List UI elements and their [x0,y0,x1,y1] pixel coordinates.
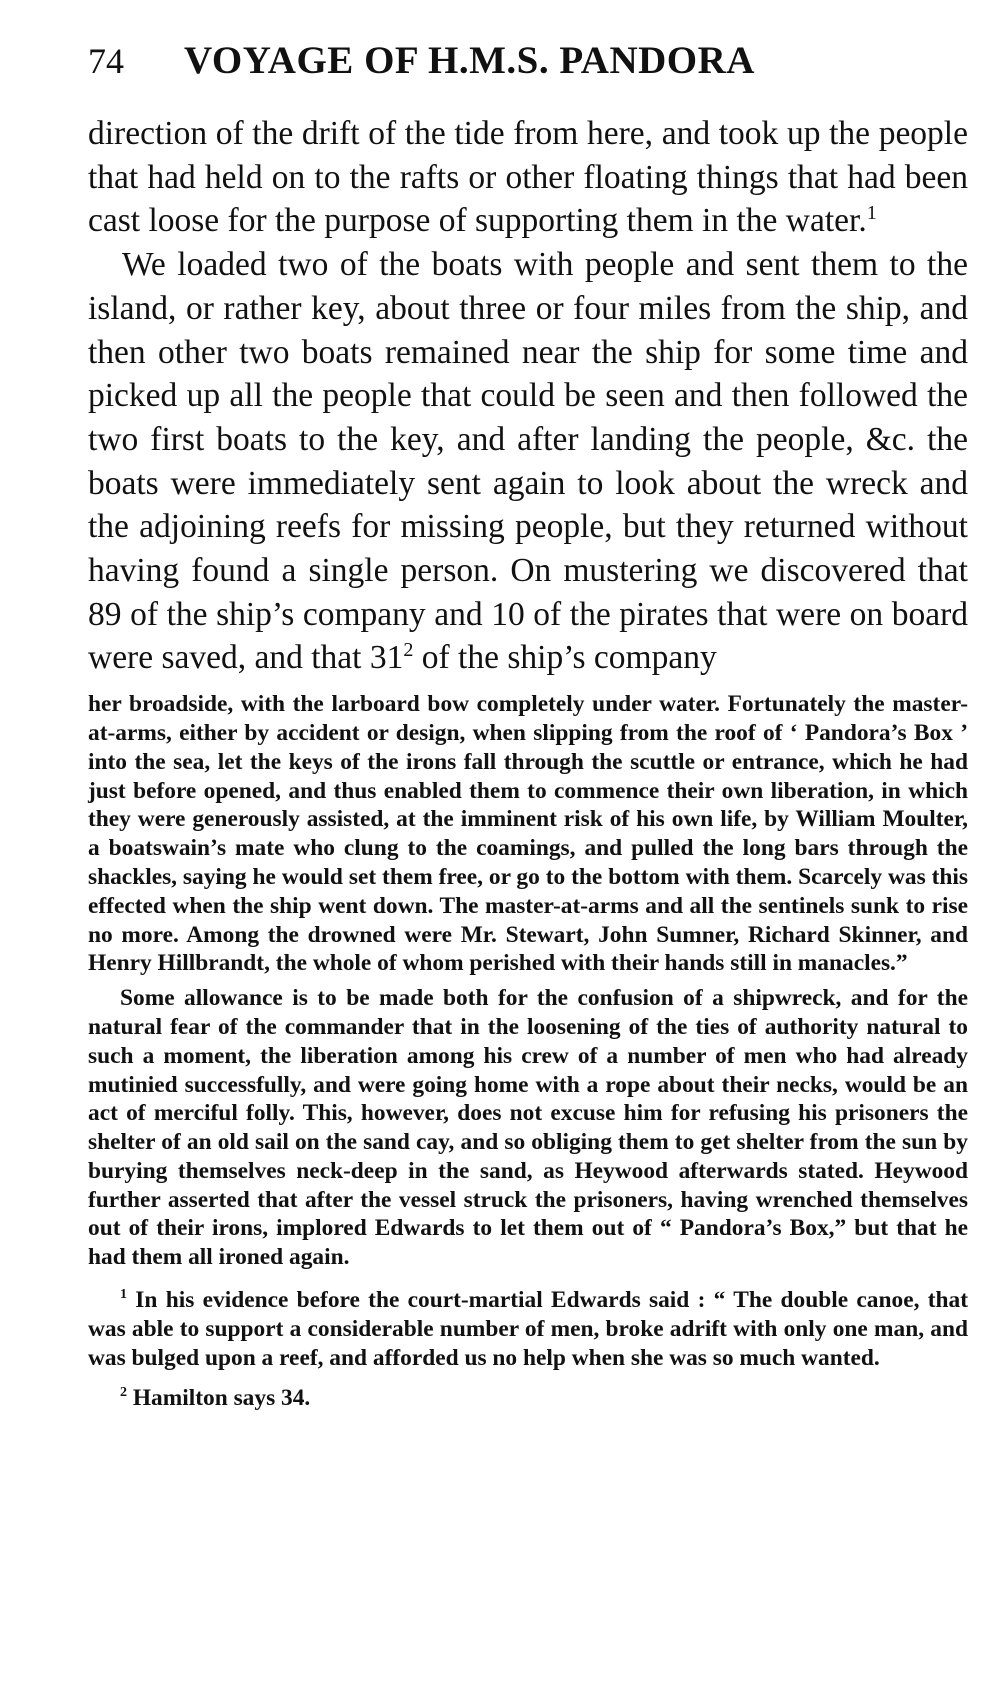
footnote-2-text: Hamilton says 34. [127,1385,311,1412]
paragraph-1 [88,112,968,243]
footnote-ref-2: 2 [403,639,414,662]
paragraph-1-text: direction of the drift of the tide from here, and took up the people that had held on to the rafts or other floating things that had been cast loose for the purpose of supporting them in the water. [88,115,968,240]
footnote-1-marker: 1 [120,1286,128,1303]
main-text [88,112,968,680]
book-page [88,38,968,1425]
footnote-1-text: In his evidence before the court-martial Edwards said : “ The double canoe, that was able to support a considerable number of men, broke adrift with only one man, and was bulged upon a reef, and afforded us no help when she was so much wanted. [88,1287,968,1371]
footnote-2-marker: 2 [120,1384,128,1401]
page-number: 74 [88,41,124,81]
page-header [88,38,968,112]
footnote-ref-1: 1 [866,202,877,225]
paragraph-2-text-b: of the ship’s company [413,639,717,677]
footnote-1 [88,1286,968,1372]
quoted-note [88,690,968,1272]
footnotes [88,1286,968,1413]
quote-paragraph-1: her broadside, with the larboard bow completely under water. Fortunately the master-at-arms, either by accident or design, when slipping from the roof of ‘ Pandora’s Box ’ into the sea, let the keys of the irons fall through the scuttle or entrance, which he had just before opened, and thus enabled them to commence their own liberation, in which they were generously assisted, at the imminent risk of his own life, by William Moulter, a boatswain’s mate who clung to the coamings, and pulled the long bars through the shackles, saying he would set them free, or go to the bottom with them. Scarcely was this effected when the ship went down. The master-at-arms and all the sentinels sunk to rise no more. Among the drowned were Mr. Stewart, John Sumner, Richard Skinner, and Henry Hillbrandt, the whole of whom perished with their hands still in manacles.” [88,691,968,977]
footnote-2 [88,1384,968,1413]
paragraph-2-text-a: We loaded two of the boats with people and sent them to the island, or rather key, about three or four miles from the ship, and then other two boats remained near the ship for some time and picked up all the people that could be seen and then followed the two first boats to the key, and after landing the people, &c. the boats were immediately sent again to look about the wreck and the adjoining reefs for missing people, but they returned without having found a single person. On mustering we discovered that 89 of the ship’s company and 10 of the pirates that were on board were saved, and that 31 [88,246,968,677]
running-title: VOYAGE OF H.M.S. PANDORA [184,39,755,82]
paragraph-2 [88,243,968,680]
quote-paragraph-2: Some allowance is to be made both for the confusion of a shipwreck, and for the natural fear of the commander that in the loosening of the ties of authority natural to such a moment, the liberation among his crew of a number of men who had already mutinied successfully, and were going home with a rope about their necks, would be an act of merciful folly. This, however, does not excuse him for refusing his prisoners the shelter of an old sail on the sand cay, and so obliging them to get shelter from the sun by burying themselves neck-deep in the sand, as Heywood afterwards stated. Heywood further asserted that after the vessel struck the prisoners, having wrenched themselves out of their irons, implored Edwards to let them out of “ Pandora’s Box,” but that he had them all ironed again. [88,985,968,1271]
